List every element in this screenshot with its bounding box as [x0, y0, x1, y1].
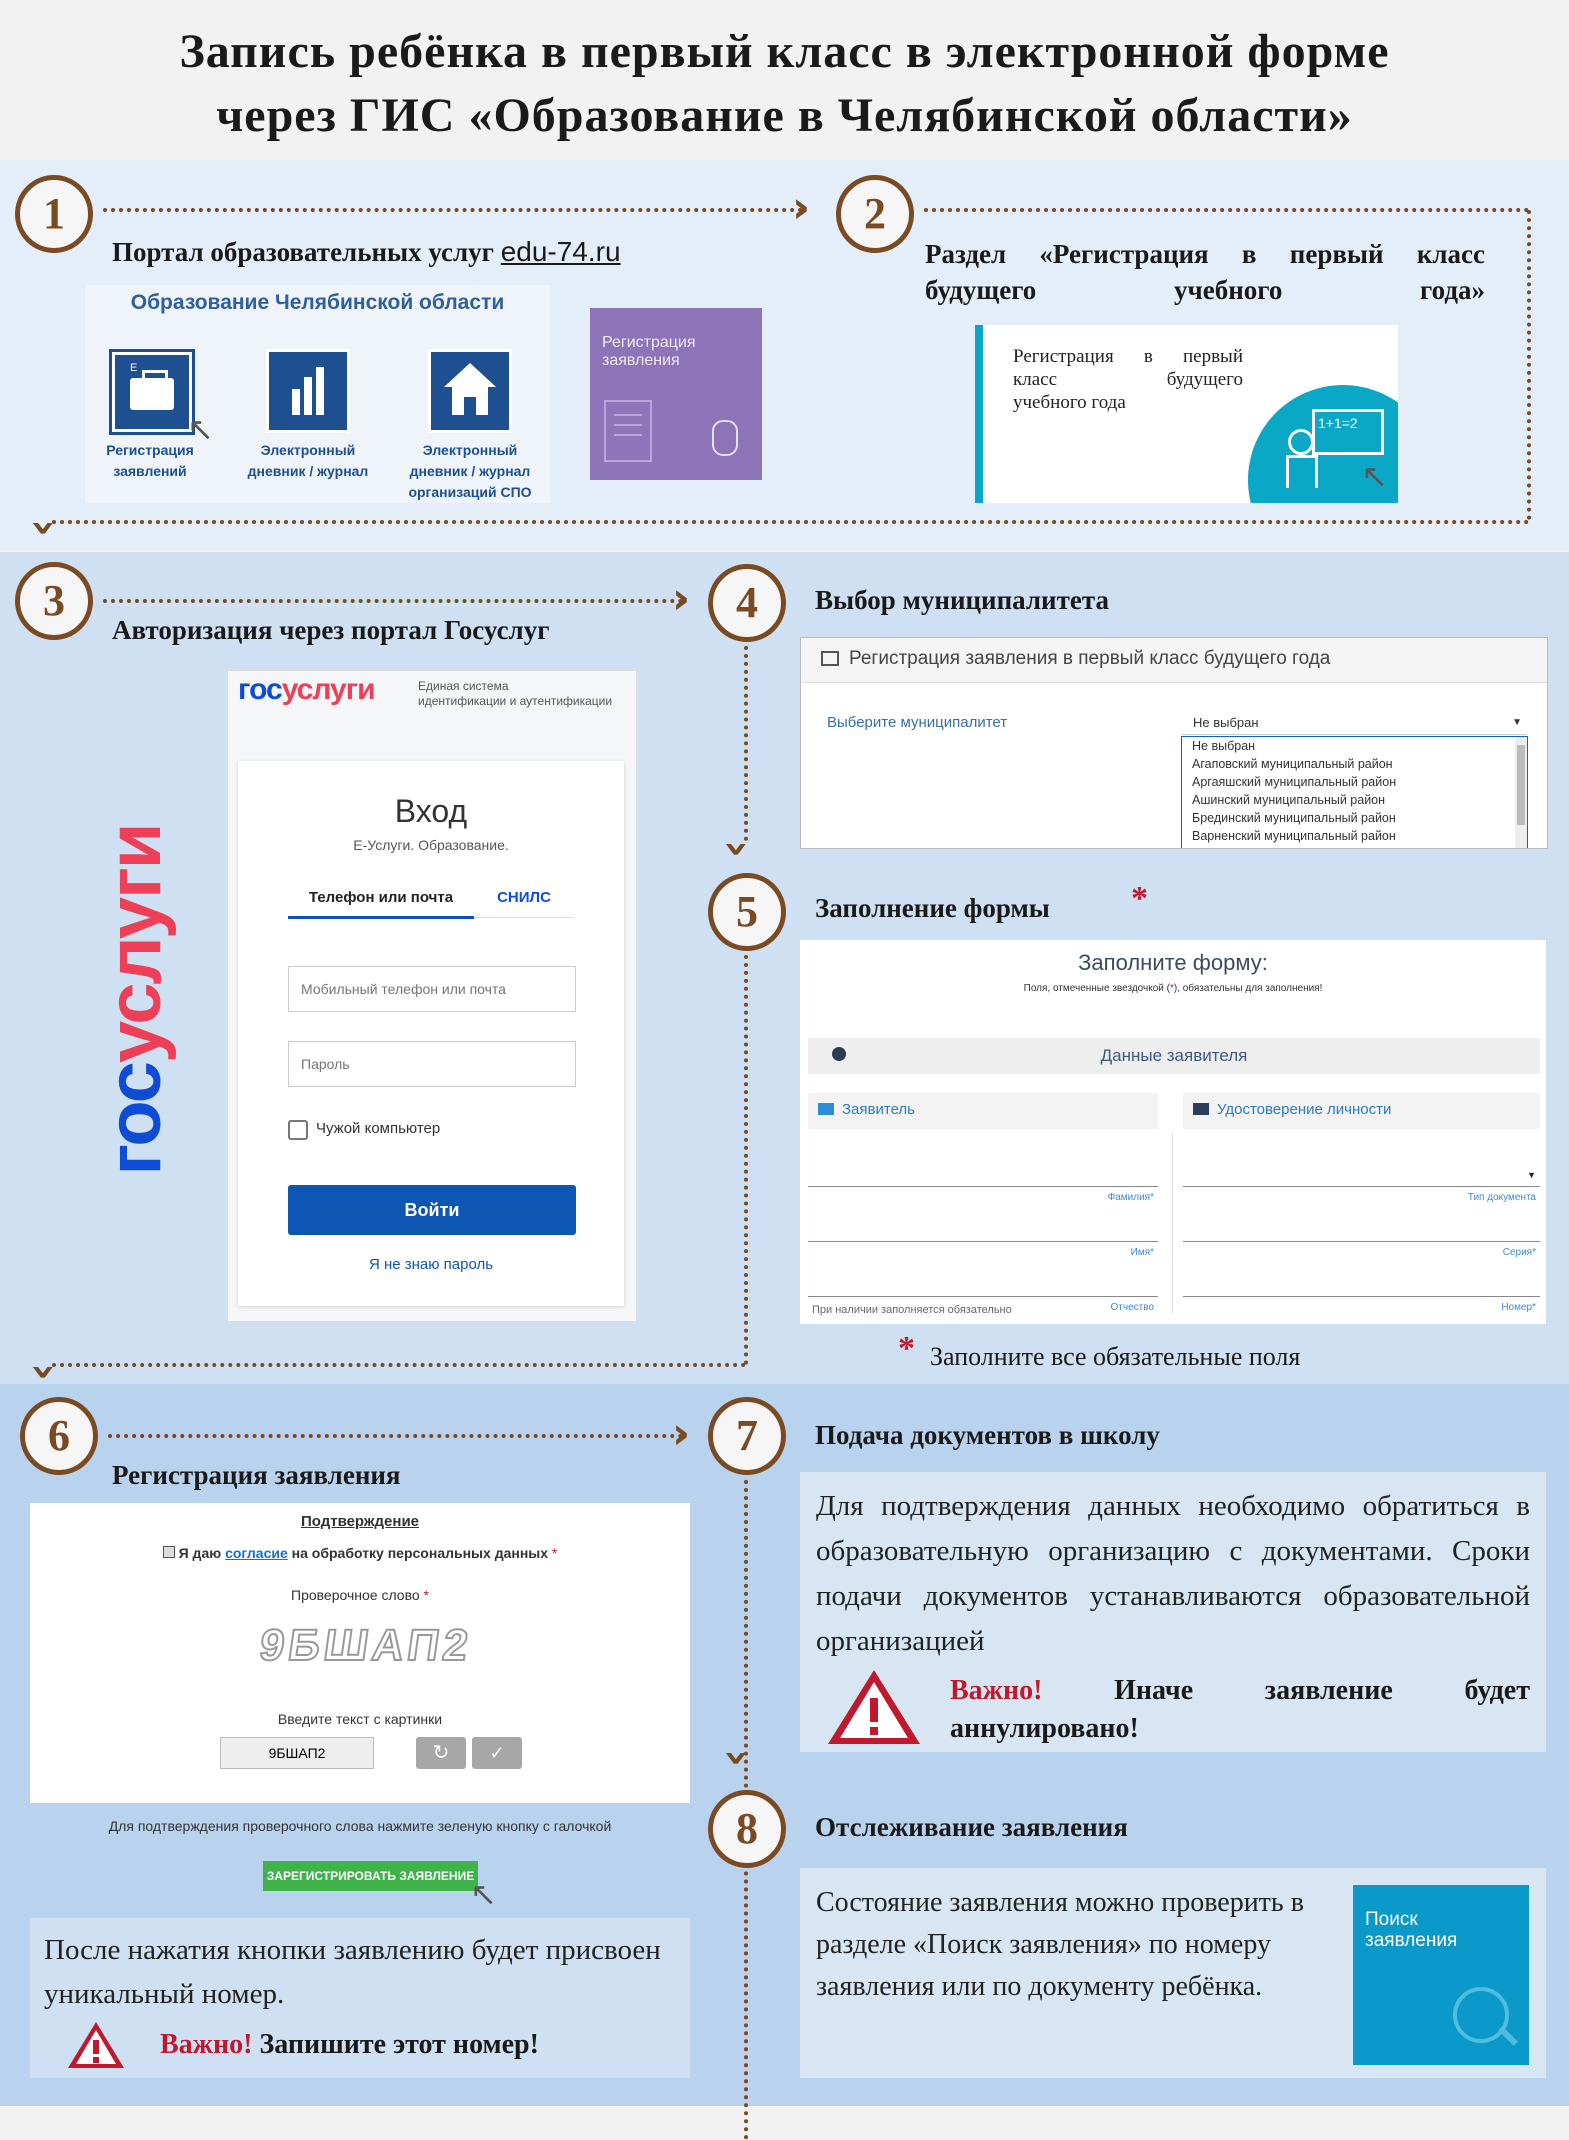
application-form: [800, 940, 1546, 1324]
tab-snils[interactable]: СНИЛС: [474, 889, 574, 918]
step-5-number: 5: [708, 873, 786, 951]
cursor-icon: ↖: [1361, 458, 1388, 494]
tile-label-1: Регистрация заявлений: [106, 442, 194, 479]
captcha-input[interactable]: [220, 1737, 374, 1769]
register-application-button[interactable]: ЗАРЕГИСТРИРОВАТЬ ЗАЯВЛЕНИЕ: [263, 1861, 478, 1891]
gosuslugi-vertical-logo: госуслуги: [92, 824, 177, 1176]
step-6-number: 6: [20, 1397, 98, 1475]
id-card-icon: [818, 1103, 834, 1115]
required-note: Заполните все обязательные поля: [930, 1342, 1301, 1371]
number-input[interactable]: [1183, 1296, 1540, 1297]
cursor-icon: ↖: [187, 411, 214, 447]
step-8-number: 8: [708, 1790, 786, 1868]
option[interactable]: Брединский муниципальный район: [1192, 811, 1396, 825]
municipality-panel-header: [801, 638, 1547, 683]
option[interactable]: Варненский муниципальный район: [1192, 829, 1396, 843]
purple-tile-label: Регистрация заявления: [602, 334, 696, 369]
connector-2-bottom: [52, 520, 1530, 524]
option[interactable]: Не выбран: [1192, 739, 1256, 753]
portal-title: Образование Челябинской области: [130, 291, 505, 314]
arrow-right-icon: ›: [672, 573, 691, 624]
captcha-hint: Для подтверждения проверочного слова нажмите зеленую кнопку с галочкой: [108, 1818, 612, 1834]
connector-4-5: [744, 646, 748, 841]
first-grade-banner[interactable]: [975, 325, 1398, 503]
name-label: Имя*: [1130, 1247, 1154, 1258]
doc-type-label: Тип документа: [1467, 1192, 1536, 1203]
step-2-heading: Раздел «Регистрация в первый класс будущего учебного года»: [925, 239, 1485, 305]
title-line-1: Запись ребёнка в первый класс в электронной форме: [179, 25, 1390, 78]
step-7-number: 7: [708, 1397, 786, 1475]
login-button[interactable]: Войти: [288, 1185, 576, 1235]
step-7-heading: Подача документов в школу: [815, 1420, 1160, 1450]
step-4-heading: Выбор муниципалитета: [815, 585, 1109, 615]
step-6-note: [30, 1918, 690, 2078]
step-7-text: Для подтверждения данных необходимо обратиться в образовательную организацию с документами. Сроки подачи документов устанавливаются образовательной организацией: [816, 1490, 1530, 1657]
arrow-down-icon: ›: [712, 1748, 764, 1768]
tile-registration[interactable]: [105, 345, 195, 435]
step-3-heading: Авторизация через портал Госуслуг: [112, 615, 550, 645]
confirmation-panel: [30, 1503, 690, 1912]
search-application-tile[interactable]: [1353, 1885, 1529, 2065]
arrow-right-icon: ›: [672, 1408, 691, 1459]
municipality-select[interactable]: Не выбран ▼: [1181, 712, 1526, 735]
option[interactable]: Аргаяшский муниципальный район: [1192, 775, 1397, 789]
scrollbar[interactable]: [1515, 737, 1527, 849]
house-icon[interactable]: [428, 349, 512, 433]
tile-label-3: Электронный дневник / журнал организаций СПО: [408, 442, 532, 500]
mouse-icon: [712, 420, 738, 456]
login-card: [238, 761, 624, 1306]
book-icon: [1193, 1103, 1209, 1115]
step-1-number: 1: [15, 175, 93, 253]
step-3-number: 3: [15, 562, 93, 640]
patronymic-label: Отчество: [1110, 1302, 1154, 1313]
page-title: [0, 20, 1569, 148]
foreign-pc-checkbox[interactable]: [288, 1120, 308, 1140]
step-2-number: 2: [836, 175, 914, 253]
search-tile-label: Поиск заявления: [1365, 1909, 1458, 1951]
step-7-box: [800, 1472, 1546, 1752]
gosuslugi-logo: госуслуги: [238, 673, 375, 706]
tab-phone-email[interactable]: Телефон или почта: [288, 889, 474, 919]
captcha-label: Проверочное слово *: [291, 1587, 429, 1603]
connector-2-top: [924, 208, 1529, 212]
applicant-column-header: Заявитель: [808, 1093, 1158, 1129]
step-8-box: [800, 1868, 1546, 2078]
municipality-options[interactable]: [1181, 736, 1528, 849]
dropdown-arrow-icon: ▼: [1512, 717, 1522, 728]
password-input[interactable]: [288, 1041, 576, 1087]
login-subtitle: Е-Услуги. Образование.: [353, 837, 509, 853]
step-6-heading: Регистрация заявления: [112, 1460, 401, 1490]
step-4-number: 4: [708, 564, 786, 642]
step-1-heading: Портал образовательных услуг edu-74.ru: [112, 236, 621, 267]
patronymic-hint: При наличии заполняется обязательно: [812, 1304, 1012, 1316]
edu-74-link[interactable]: edu-74.ru: [500, 236, 621, 267]
required-star-2: *: [898, 1330, 915, 1367]
surname-label: Фамилия*: [1107, 1192, 1154, 1203]
chart-icon[interactable]: [266, 349, 350, 433]
gosuslugi-tagline: Единая система идентификации и аутентификации: [418, 679, 613, 708]
applicant-section-header: Данные заявителя: [808, 1038, 1540, 1074]
briefcase-icon: E: [109, 349, 195, 435]
check-icon[interactable]: ✓: [472, 1737, 522, 1769]
teacher-icon: 1+1=2: [1248, 385, 1398, 503]
enter-text-label: Введите текст с картинки: [277, 1711, 443, 1727]
consent-checkbox[interactable]: [163, 1546, 175, 1558]
connector-5-6: [744, 955, 748, 1365]
connector-6-7: [108, 1434, 683, 1438]
consent-link[interactable]: согласие: [225, 1545, 288, 1561]
purple-registration-tile[interactable]: [590, 308, 762, 480]
number-label: Номер*: [1501, 1302, 1536, 1313]
option[interactable]: Агаповский муниципальный район: [1192, 757, 1393, 771]
identity-column-header: Удостоверение личности: [1183, 1093, 1540, 1129]
login-title: Вход: [394, 793, 468, 829]
step-7-important: Важно! Иначе заявление будет аннулировано!: [950, 1675, 1530, 1744]
portal-screenshot: [85, 285, 550, 503]
cursor-icon: ↖: [470, 1876, 497, 1912]
step-8-heading: Отслеживание заявления: [815, 1812, 1128, 1842]
surname-input[interactable]: [808, 1186, 1158, 1187]
arrow-down-icon: ›: [19, 1362, 71, 1382]
banner-text: Регистрация в первый класс будущего учебного года: [1013, 346, 1243, 413]
arrow-down-icon: ›: [712, 839, 764, 859]
step-6-note-text: После нажатия кнопки заявлению будет присвоен уникальный номер.: [44, 1934, 661, 2010]
arrow-right-icon: ›: [792, 182, 811, 233]
connector-2-right: [1527, 210, 1531, 520]
forgot-password-link[interactable]: Я не знаю пароль: [368, 1256, 494, 1273]
refresh-icon[interactable]: ↻: [416, 1737, 466, 1769]
foreign-pc-label: Чужой компьютер: [316, 1120, 441, 1137]
consent-row: Я даю согласие на обработку персональных данных *: [30, 1545, 690, 1561]
municipality-panel: [800, 637, 1548, 849]
series-input[interactable]: [1183, 1241, 1540, 1242]
step-6-important: Важно! Запишите этот номер!: [160, 2029, 539, 2060]
captcha-image: 9БШАП2: [256, 1621, 476, 1670]
arrow-down-icon: ›: [19, 518, 71, 538]
connector-5-6-h: [52, 1363, 746, 1367]
form-note: Поля, отмеченные звездочкой (*), обязательны для заполнения!: [1023, 983, 1323, 994]
municipality-label: Выберите муниципалитет: [827, 714, 1008, 731]
series-label: Серия*: [1502, 1247, 1536, 1258]
step-8-text: Состояние заявления можно проверить в разделе «Поиск заявления» по номеру заявления или по документу ребёнка.: [816, 1887, 1304, 2002]
step-5-heading: Заполнение формы: [815, 893, 1050, 923]
document-icon: [604, 400, 652, 462]
warning-icon: [68, 2022, 124, 2068]
confirmation-title: Подтверждение: [300, 1513, 420, 1530]
phone-email-input[interactable]: [288, 966, 576, 1012]
title-line-2: через ГИС «Образование в Челябинской области»: [216, 89, 1353, 142]
name-input[interactable]: [808, 1241, 1158, 1242]
doc-type-select[interactable]: ▼: [1183, 1186, 1540, 1187]
required-star: *: [1131, 880, 1148, 917]
form-title: Заполните форму:: [1078, 950, 1268, 975]
connector-1-2: [103, 208, 803, 212]
option[interactable]: Ашинский муниципальный район: [1192, 793, 1386, 807]
warning-icon: [828, 1670, 920, 1744]
search-icon: [1453, 1987, 1509, 2043]
connector-3-4: [103, 599, 683, 603]
form-icon: [821, 651, 839, 666]
gosuslugi-login-screen: [227, 670, 637, 1322]
municipality-panel-title: Регистрация заявления в первый класс будущего года: [849, 648, 1331, 669]
tile-label-2: Электронный дневник / журнал: [247, 442, 369, 479]
patronymic-input[interactable]: [808, 1296, 1158, 1297]
